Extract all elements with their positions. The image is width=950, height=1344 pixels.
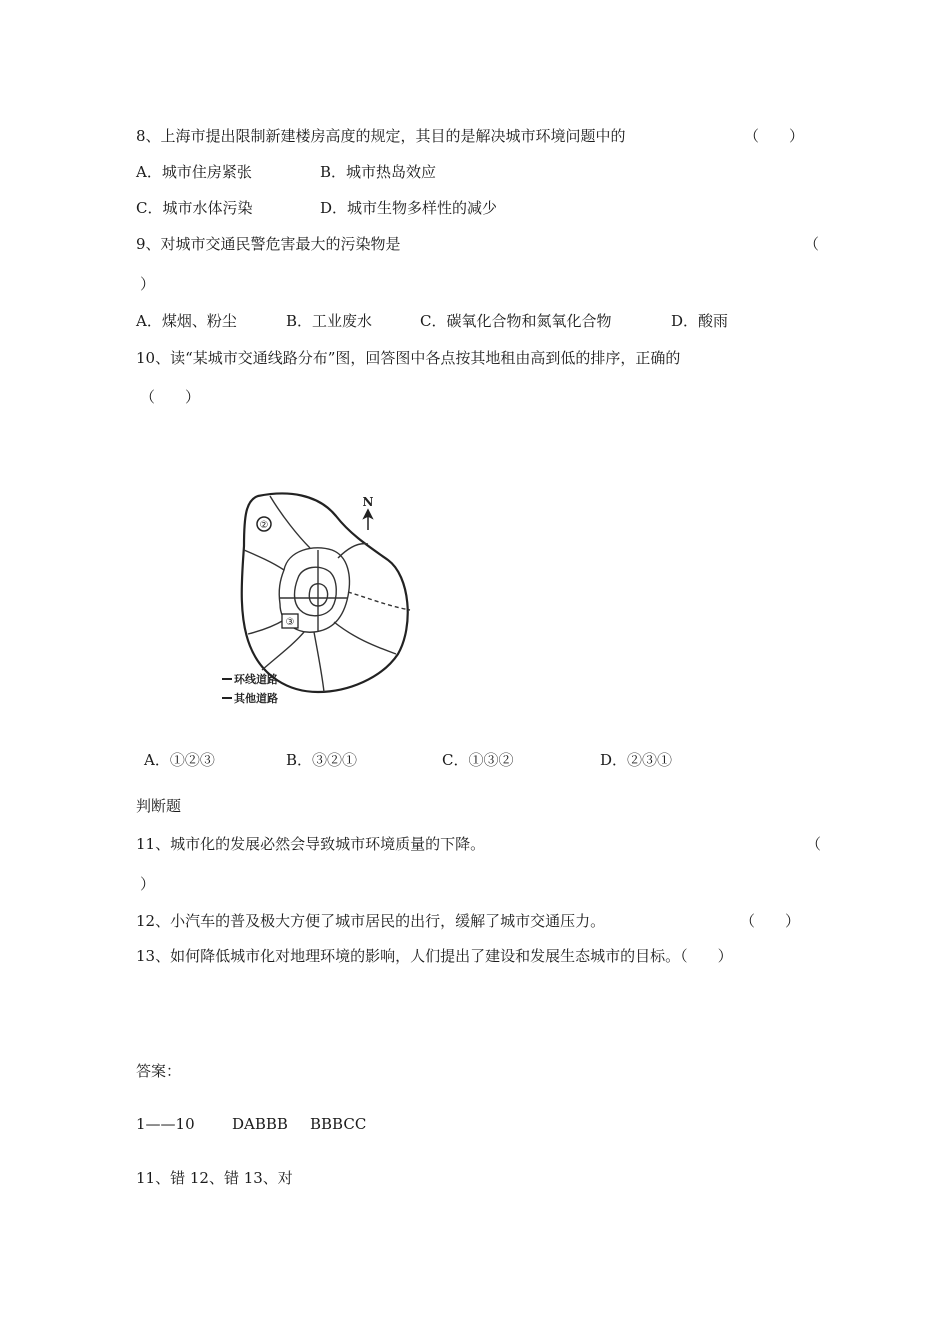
q9-option-a: A．煤烟、粉尘 (136, 312, 237, 330)
q10-stem: 10、读“某城市交通线路分布”图，回答图中各点按其地租由高到低的排序，正确的 (136, 349, 681, 367)
road-north (270, 496, 310, 548)
q10-option-d: D．②③① (600, 751, 673, 769)
answers-range-label: 1——10 (136, 1115, 195, 1133)
q10-option-b: B．③②① (286, 751, 358, 769)
legend-other-road: 其他道路 (234, 692, 278, 705)
road-northeast (338, 544, 368, 558)
q8-option-d: D．城市生物多样性的减少 (320, 199, 498, 217)
q9-option-c: C．碳氧化合物和氮氧化合物 (420, 312, 612, 330)
q9-paren-open: （ (804, 235, 820, 253)
q9-stem: 9、对城市交通民警危害最大的污染物是 (136, 235, 401, 253)
road-northwest (244, 550, 284, 570)
q11-stem: 11、城市化的发展必然会导致城市环境质量的下降。 (136, 835, 486, 853)
q13-stem: 13、如何降低城市化对地理环境的影响，人们提出了建设和发展生态城市的目标。（ ） (136, 947, 733, 965)
q10-option-a: A．①②③ (144, 751, 215, 769)
q12-stem: 12、小汽车的普及极大方便了城市居民的出行，缓解了城市交通压力。 (136, 912, 606, 930)
q8-option-c: C．城市水体污染 (136, 199, 253, 217)
legend-ring-road: 环线道路 (234, 673, 278, 686)
road-southwest (262, 632, 304, 670)
judge-heading: 判断题 (136, 797, 182, 815)
answers-heading: 答案： (136, 1062, 182, 1080)
q9-option-b: B．工业废水 (286, 312, 373, 330)
answers-group-2: BBBCC (310, 1115, 367, 1133)
q9-paren-close: ） (140, 275, 156, 293)
marker-2: ② (259, 520, 269, 531)
q8-option-a: A．城市住房紧张 (136, 163, 252, 181)
q10-answer-paren: （ ） (140, 388, 201, 406)
road-east (348, 592, 410, 610)
city-road-map (218, 486, 418, 708)
q8-stem: 8、上海市提出限制新建楼房高度的规定，其目的是解决城市环境问题中的 (136, 127, 626, 145)
marker-3: ③ (285, 617, 295, 628)
road-south (314, 632, 324, 692)
road-west (248, 620, 284, 634)
q8-answer-paren: （ ） (744, 127, 805, 145)
q11-paren-open: （ (806, 835, 822, 853)
q11-paren-close: ） (140, 875, 156, 893)
q8-option-b: B．城市热岛效应 (320, 163, 437, 181)
middle-ring-road (295, 567, 337, 616)
answers-group-1: DABBB (232, 1115, 288, 1133)
q9-option-d: D．酸雨 (671, 312, 729, 330)
q10-option-c: C．①③② (442, 751, 514, 769)
q12-answer-paren: （ ） (740, 912, 801, 930)
north-arrow-icon (364, 510, 372, 530)
north-label: N (362, 495, 374, 509)
answers-judge: 11、错 12、错 13、对 (136, 1169, 293, 1187)
road-southeast (334, 622, 396, 654)
